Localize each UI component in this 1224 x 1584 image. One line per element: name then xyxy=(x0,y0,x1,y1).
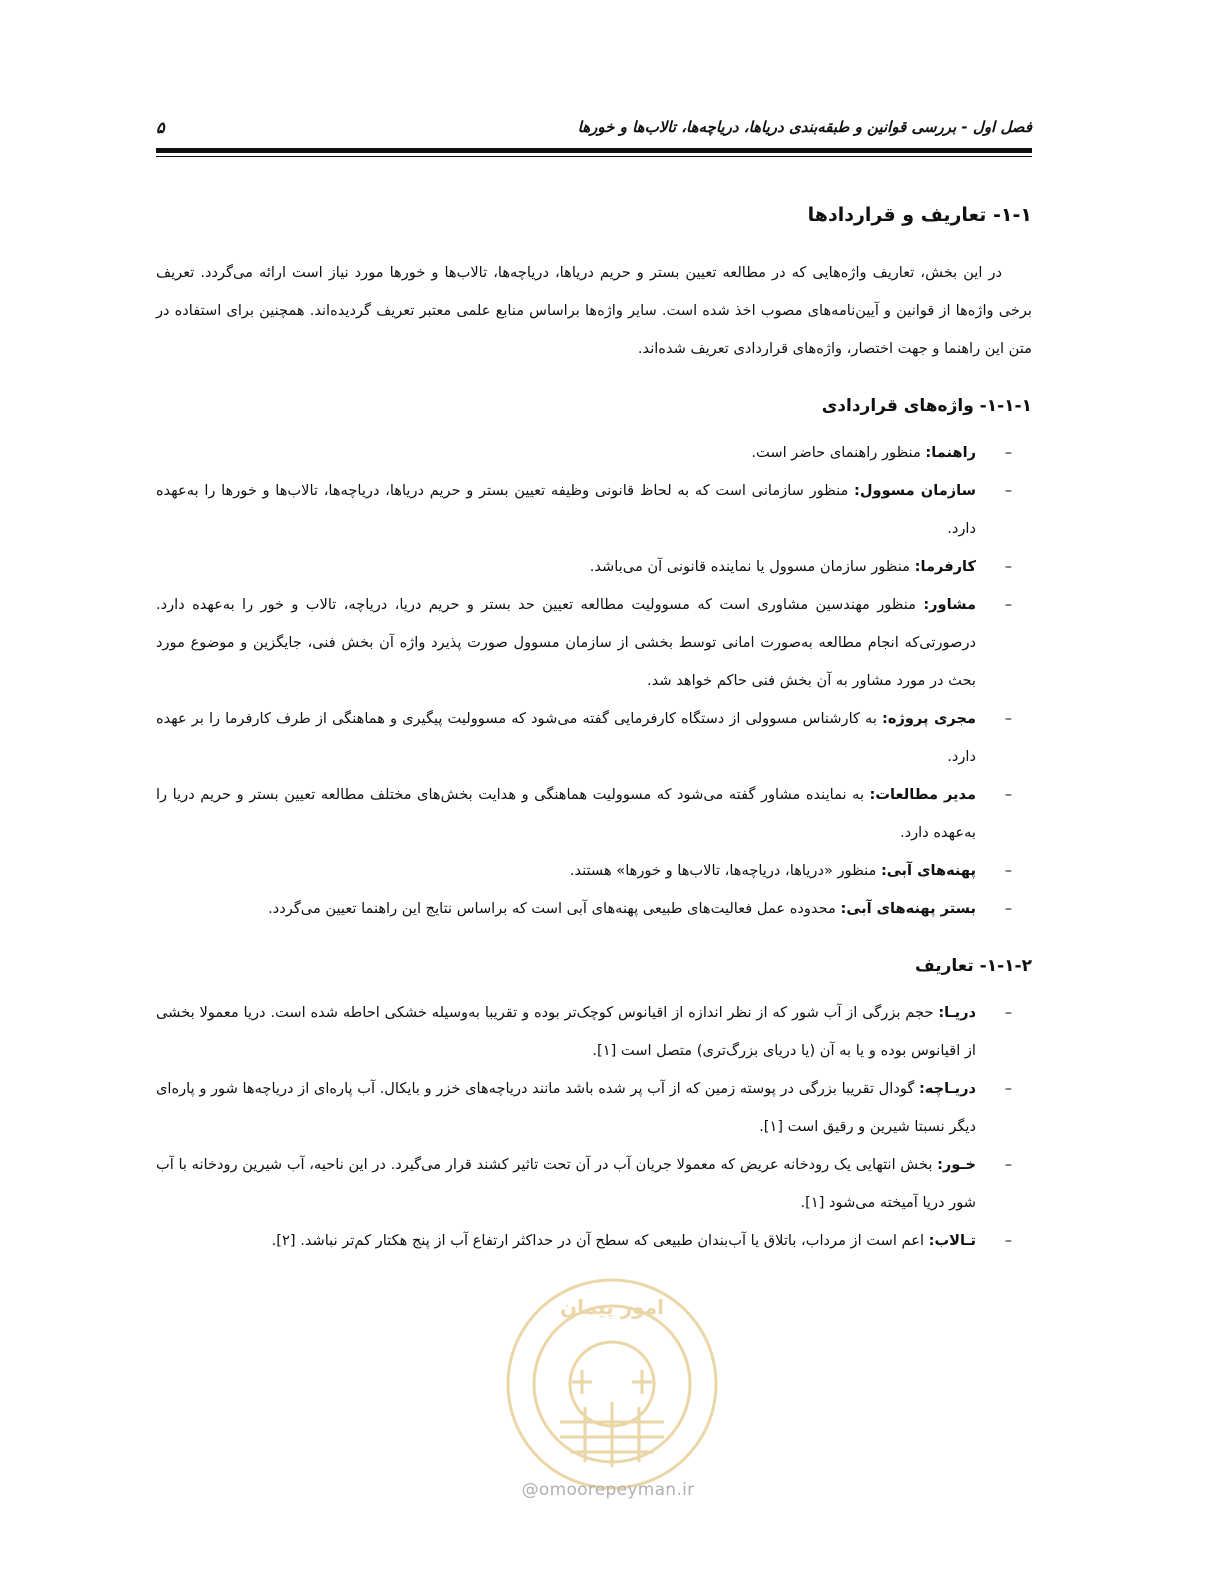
page-number: ۵ xyxy=(156,118,165,137)
list-bullet: – xyxy=(1004,786,1012,803)
definition-term: سازمان مسوول: xyxy=(854,482,976,499)
header-rule-thin xyxy=(156,156,1032,157)
list-bullet: – xyxy=(1004,596,1012,613)
definition-term: خـور: xyxy=(937,1156,976,1173)
list-item xyxy=(156,994,1032,1070)
list-bullet: – xyxy=(1004,1156,1012,1173)
running-header xyxy=(156,118,1032,142)
definition-term: پهنه‌های آبی: xyxy=(880,862,976,879)
definition-text: به نماینده مشاور گفته می‌شود که مسوولیت هماهنگی و هدایت بخش‌های مختلف مطالعه تعیین بستر و حریم دریا را به‌عهده دارد. xyxy=(156,786,976,841)
main-content xyxy=(156,200,1032,1260)
list-bullet: – xyxy=(1004,862,1012,879)
definition-term: مجری پروژه: xyxy=(882,710,976,727)
list-bullet: – xyxy=(1004,1080,1012,1097)
list-bullet: – xyxy=(1004,444,1012,461)
definition-term: مدیر مطالعات: xyxy=(869,786,976,803)
list-bullet: – xyxy=(1004,1004,1012,1021)
list-item xyxy=(156,890,1032,928)
definition-term: دریـاچه: xyxy=(918,1080,976,1097)
definition-term: مشاور: xyxy=(923,596,976,613)
list-bullet: – xyxy=(1004,482,1012,499)
section-heading: ۱-۱- تعاریف و قراردادها xyxy=(807,204,1032,226)
definitions-list xyxy=(156,994,1032,1260)
watermark-url: @omoorepeyman.ir xyxy=(521,1480,695,1500)
list-bullet: – xyxy=(1004,900,1012,917)
definition-text: منظور راهنمای حاضر است. xyxy=(751,444,926,461)
definition-term: کارفرما: xyxy=(914,558,976,575)
list-item xyxy=(156,1146,1032,1222)
conventions-list xyxy=(156,434,1032,928)
watermark-logo xyxy=(500,1272,724,1496)
definition-text: محدوده عمل فعالیت‌های طبیعی پهنه‌های آبی است که براساس نتایج این راهنما تعیین می‌گردد. xyxy=(268,900,841,917)
list-bullet: – xyxy=(1004,558,1012,575)
definition-text: گودال تقریبا بزرگی در پوسته زمین که از آب پر شده باشد مانند دریاچه‌های خزر و بایکال. آب پاره‌ای از دریاچه‌ها شور و پاره‌ای دیگر نسبتا شیرین و رقیق است [۱]. xyxy=(156,1080,976,1135)
definition-term: بستر پهنه‌های آبی: xyxy=(840,900,976,917)
definition-text: منظور «دریاها، دریاچه‌ها، تالاب‌ها و خورها» هستند. xyxy=(569,862,881,879)
definition-term: راهنما: xyxy=(925,444,976,461)
list-item xyxy=(156,434,1032,472)
list-item xyxy=(156,1222,1032,1260)
definition-text: منظور سازمانی است که به لحاظ قانونی وظیفه تعیین بستر و حریم دریاها، دریاچه‌ها، تالاب‌ها و خورها را به‌عهده دارد. xyxy=(156,482,976,537)
list-item xyxy=(156,586,1032,700)
list-item xyxy=(156,548,1032,586)
list-item xyxy=(156,776,1032,852)
definition-text: بخش انتهایی یک رودخانه عریض که معمولا جریان آب در آن تحت تاثیر کشند قرار می‌گیرد. در این ناحیه، آب شیرین رودخانه با آب شور دریا آمیخته می‌شود [۱]. xyxy=(156,1156,976,1211)
list-bullet: – xyxy=(1004,710,1012,727)
definition-text: به کارشناس مسوولی از دستگاه کارفرمایی گفته می‌شود که مسوولیت پیگیری و هماهنگی از طرف کارفرما را بر عهده دارد. xyxy=(156,710,976,765)
definition-text: حجم بزرگی از آب شور که از نظر اندازه از اقیانوس کوچک‌تر بوده و تقریبا به‌وسیله خشکی احاطه شده است. دریا معمولا بخشی از اقیانوس بوده و یا به آن (یا دریای بزرگ‌تری) متصل است [۱]. xyxy=(156,1004,976,1059)
definition-text: اعم است از مرداب، باتلاق یا آب‌بندان طبیعی که سطح آن در حداکثر ارتفاع آب از پنج هکتار کم‌تر نباشد. [۲]. xyxy=(271,1232,929,1249)
list-item xyxy=(156,1070,1032,1146)
list-item xyxy=(156,852,1032,890)
intro-paragraph: در این بخش، تعاریف واژه‌هایی که در مطالعه تعیین بستر و حریم دریاها، دریاچه‌ها، تالاب‌ها و خورها مورد نیاز است ارائه می‌گردد. تعریف برخی واژه‌ها از قوانین و آیین‌نامه‌های مصوب اخذ شده است. سایر واژه‌ها براساس منابع علمی معتبر تعریف گردیده‌اند. همچنین برای استفاده در متن این راهنما و جهت اختصار، واژه‌های قراردادی تعریف شده‌اند. xyxy=(156,264,1032,357)
header-rule-thick xyxy=(156,148,1032,153)
list-bullet: – xyxy=(1004,1232,1012,1249)
list-item xyxy=(156,700,1032,776)
subsection-heading-definitions: ۱-۱-۲- تعاریف xyxy=(914,956,1032,976)
definition-term: دریـا: xyxy=(938,1004,976,1021)
definition-term: تـالاب: xyxy=(928,1232,976,1249)
chapter-title: فصل اول - بررسی قوانین و طبقه‌بندی دریاها، دریاچه‌ها، تالاب‌ها و خورها xyxy=(577,118,1032,136)
subsection-heading-conventions: ۱-۱-۱- واژه‌های قراردادی xyxy=(821,396,1032,416)
watermark-text: امور پیمان xyxy=(560,1295,664,1319)
definition-text: منظور مهندسین مشاوری است که مسوولیت مطالعه تعیین حد بستر و حریم دریا، دریاچه، تالاب و خور را به‌عهده دارد. درصورتی‌که انجام مطالعه به‌صورت امانی توسط بخشی از سازمان مسوول صورت پذیرد واژه آن بخش فنی، جایگزین و موضوع مورد بحث در مورد مشاور به آن بخش فنی حاکم خواهد شد. xyxy=(156,596,976,689)
definition-text: منظور سازمان مسوول یا نماینده قانونی آن می‌باشد. xyxy=(589,558,915,575)
list-item xyxy=(156,472,1032,548)
